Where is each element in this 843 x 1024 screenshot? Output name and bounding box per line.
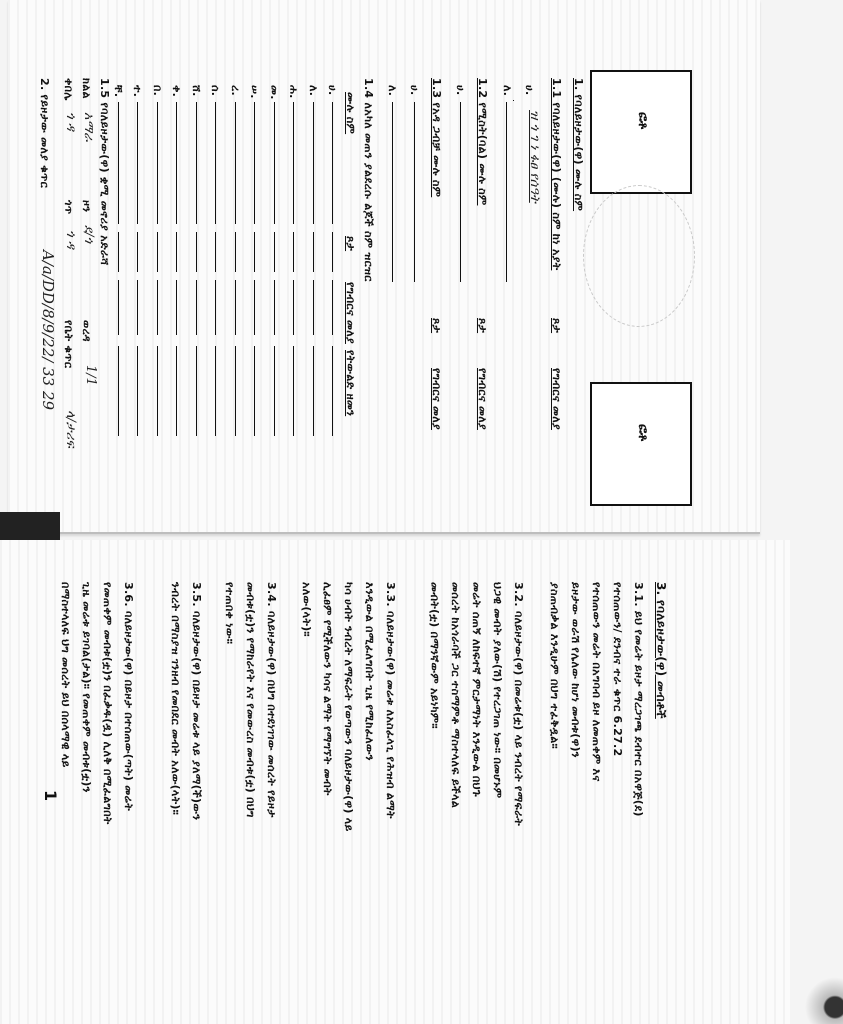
paragraph-line: የተሰጠውን/ ደንብና ተራ ቁጥር 6.27.2 bbox=[611, 582, 624, 757]
paragraph-line: እንዲውል በሚፈለግበት ጊዜ የሚከፈለውን bbox=[363, 582, 376, 761]
s1-5-zone-label: ዞን bbox=[80, 200, 93, 213]
s1-5-got-value: ጎ ዳ bbox=[63, 230, 78, 249]
s1-3-col-sex: ጾታ bbox=[430, 318, 443, 334]
s1-5-region-label: ክልል bbox=[80, 78, 93, 99]
child-row-line bbox=[196, 280, 197, 335]
child-row-line bbox=[274, 280, 275, 335]
child-row-line bbox=[254, 102, 255, 224]
s1-5-kebele-value: ጎ ዳ bbox=[63, 112, 78, 131]
s1-4-label: 1.4 ለአካለ መጠን ያልደረሱ ልጆች ስም ዝርዝር bbox=[362, 78, 375, 282]
child-row-line bbox=[313, 346, 314, 436]
s1-1-line-b bbox=[506, 102, 507, 282]
s1-4-col-sex: ጾታ bbox=[344, 236, 357, 252]
child-row-line bbox=[137, 280, 138, 335]
child-row-line bbox=[157, 232, 158, 272]
child-row-line bbox=[196, 232, 197, 272]
s1-3-letter-b: ለ. bbox=[386, 85, 399, 97]
paragraph-line: የመጠቀም መብቱ(ቷ)ን በፈቃዱ(ዷ) ሊለቅ በሚፈልግበት bbox=[101, 582, 114, 825]
s1-3-letter-a: ሀ. bbox=[408, 85, 421, 96]
scan-edge-shadow bbox=[0, 512, 60, 542]
s1-5-label: 1.5 የባለይዞታው(ዋ) ቋሚ መኖሪያ አድራሻ bbox=[98, 78, 111, 266]
paragraph-line: አለው(ላት)። bbox=[300, 582, 313, 637]
child-row-letter: ቸ. bbox=[111, 85, 125, 98]
child-row-line bbox=[293, 346, 294, 436]
child-row-line bbox=[313, 232, 314, 272]
official-seal bbox=[583, 185, 695, 327]
child-row-line bbox=[313, 280, 314, 335]
s1-5-zone-value: ደ/ጎ bbox=[81, 225, 96, 243]
child-row-line bbox=[274, 232, 275, 272]
child-row-letter: ለ. bbox=[306, 85, 320, 97]
s1-4-col-id: የግብርና መለያ bbox=[344, 282, 357, 344]
form-page-top bbox=[8, 0, 760, 534]
paragraph-line: 3.2. ባለይዞታው(ዋ) በመሬቱ(ቷ) ላይ ንብረት የማፍራት bbox=[512, 582, 525, 827]
s1-4-col-date: የትውልድ ዘመን bbox=[344, 350, 357, 417]
s1-1-col-doc: የግብርና መለያ bbox=[550, 368, 563, 430]
paragraph-line: መሰረት ከአጎራባች ጋር ተስማምቶ ማስተላለፍ ይችላል bbox=[449, 582, 462, 809]
child-row-line bbox=[235, 346, 236, 436]
child-row-line bbox=[215, 346, 216, 436]
s1-1-line-a2 bbox=[513, 100, 514, 101]
s1-5-region-value: አማራ bbox=[81, 112, 96, 142]
paragraph-line: መብቱ(ቷ)ን የማከራየት እና የመውረስ መብቱ(ቷ) በህግ bbox=[244, 582, 257, 818]
paragraph-line: ህጋዊ መብት ያለው(ሽ) የተረጋገጠ ነው። በመሆኑም bbox=[491, 582, 504, 799]
child-row-line bbox=[118, 232, 119, 272]
s1-3-col-doc: የግብርና መለያ bbox=[430, 368, 443, 430]
child-row-line bbox=[176, 102, 177, 224]
s1-5-woreda-label: ወረዳ bbox=[80, 320, 93, 342]
child-row-line bbox=[118, 280, 119, 335]
child-row-line bbox=[254, 232, 255, 272]
child-row-letter: ሐ. bbox=[287, 85, 300, 99]
child-row-letter: ረ. bbox=[228, 85, 242, 96]
photo-box-left bbox=[590, 70, 692, 194]
s2-label: 2. የይዞታው መለያ ቁጥር bbox=[38, 78, 51, 189]
paragraph-line: 3.6. ባለይዞታው(ዋ) በይዞታ በተሰጠው(ጣት) መሬት bbox=[122, 582, 135, 811]
child-row-line bbox=[274, 102, 275, 224]
form-page-bottom bbox=[0, 540, 790, 1024]
child-row-line bbox=[176, 280, 177, 335]
s1-5-woreda-value: 1/1 bbox=[83, 365, 98, 386]
child-row-line bbox=[235, 232, 236, 272]
photo-box-right bbox=[590, 382, 692, 506]
child-row-line bbox=[235, 280, 236, 335]
child-row-line bbox=[332, 232, 333, 272]
paragraph-line: ሊፈፀም የሚችለውን ካሳና ልማት የማግኘት መብት bbox=[321, 582, 334, 796]
paragraph-line: ንብረት በማስያዝ ገንዘብ የመበደር መብት አለው(ላት)። bbox=[169, 582, 182, 816]
child-row-line bbox=[274, 346, 275, 436]
section3-title: 3. የባለይዞታው(ዋ) መብቶች bbox=[654, 582, 668, 719]
child-row-line bbox=[157, 346, 158, 436]
child-row-line bbox=[157, 102, 158, 224]
child-row-line bbox=[137, 102, 138, 224]
child-row-letter: ቀ. bbox=[170, 85, 183, 98]
s1-2-line-a bbox=[460, 102, 461, 282]
section1-title: 1. የባለይዞታው(ዋ) ሙሉ ስም bbox=[572, 78, 585, 212]
paragraph-line: በማስተላለፍ ህግ መሰረት ይህ በሰላማዊ ላይ bbox=[59, 582, 72, 768]
child-row-line bbox=[254, 280, 255, 335]
child-row-line bbox=[137, 346, 138, 436]
s2-value: A/a/DD/8/9/22/ 33 29 bbox=[39, 250, 57, 411]
paragraph-line: ይዞታው ወራሽ የሌለው ከሆነ መብቱ(ዋ)ን bbox=[569, 582, 582, 758]
s1-2-letter-a: ሀ. bbox=[454, 85, 467, 96]
paragraph-line: 3.5. ባለይዞታው(ዋ) በይዞታ መሬቱ ላይ ያለማ(ች)ውን bbox=[190, 582, 203, 821]
paragraph-line: የተጠበቀ ነው። bbox=[223, 582, 236, 645]
child-row-letter: መ. bbox=[267, 85, 281, 100]
paragraph-line: መሬት ሰጠኝ ለከፍተኛ ምርታማነት እንዲውል በህጉ bbox=[470, 582, 483, 797]
s1-1-letter-a: ሀ. bbox=[523, 85, 536, 96]
child-row-line bbox=[235, 102, 236, 224]
s1-3-label: 1.3 የአዳ ጋብቻ ሙሉ ስም bbox=[430, 78, 443, 198]
paragraph-line: 3.4. ባለይዞታው(ዋ) በህግ በተደነገገው መሰረት የይዞታ bbox=[265, 582, 278, 818]
paragraph-line: የተሰጠውን መሬት በአግባብ ይዞ ለመጠቀም እና bbox=[590, 582, 603, 782]
child-row-line bbox=[118, 102, 119, 224]
paragraph-line: 3.3. ባለይዞታው(ዋ) መሬቱ ለአስፈላጊ የሕዝብ ልማት bbox=[384, 582, 397, 819]
s1-5-kebele-label: ቀበሌ bbox=[62, 78, 75, 101]
child-row-letter: ሀ. bbox=[326, 85, 339, 96]
child-row-line bbox=[215, 102, 216, 224]
s1-1-label: 1.1 የባለይዞታው(ዋ) (ሙሉ) ስም ከነ አያት bbox=[550, 78, 563, 271]
child-row-letter: ሰ. bbox=[209, 85, 222, 97]
child-row-line bbox=[157, 280, 158, 335]
paragraph-line: መብት(ቷ) በማንኛውም አይነካም። bbox=[428, 582, 441, 729]
paragraph-line: 3.1. ይህ የመሬት ይዞታ ማረጋገጫ ደብተር በአዋጅ(ደ) bbox=[632, 582, 645, 817]
child-row-line bbox=[332, 280, 333, 335]
paragraph-line: ያስጠብቃል እንዲሁም በህግ ተፈቅዷል። bbox=[548, 582, 561, 749]
paragraph-line: ጊዜ መሬቱ ይገባል(ታል)። የመጠቀም መብቱ(ቷ)ን bbox=[80, 582, 93, 793]
child-row-line bbox=[332, 346, 333, 436]
child-row-line bbox=[176, 346, 177, 436]
photo-label-left: ፎቶ bbox=[635, 112, 650, 130]
child-row-line bbox=[137, 232, 138, 272]
paragraph-line: ካሳ ሀብት ንብረት ለማፍራት የወጣውን ባለይዞታው(ዋ) ላይ bbox=[342, 582, 355, 832]
child-row-line bbox=[293, 280, 294, 335]
child-row-line bbox=[196, 102, 197, 224]
photo-label-right: ፎቶ bbox=[635, 424, 650, 442]
child-row-line bbox=[293, 102, 294, 224]
s1-2-label: 1.2 የሚስት(ባል) ሙሉ ስም bbox=[476, 78, 489, 206]
page-number: 1 bbox=[41, 790, 60, 802]
child-row-letter: በ. bbox=[150, 85, 164, 97]
child-row-line bbox=[293, 232, 294, 272]
s1-4-col-name: ሙሉ ስም bbox=[344, 92, 357, 135]
s1-2-col-doc: የግብርና መለያ bbox=[476, 368, 489, 430]
s1-3-line-b bbox=[392, 102, 393, 282]
child-row-line bbox=[215, 232, 216, 272]
s1-5-house-label: የቤት ቁጥር bbox=[62, 320, 75, 369]
child-row-letter: ሸ. bbox=[189, 85, 203, 97]
s1-1-handwritten-name: ዝ ጎ ገ ነ ፋፀ የሰዓት bbox=[527, 110, 542, 203]
s1-3-line-a bbox=[414, 102, 415, 282]
s1-5-got-label: ጎጥ bbox=[62, 200, 75, 215]
child-row-line bbox=[215, 280, 216, 335]
child-row-line bbox=[332, 102, 333, 224]
child-row-letter: ተ. bbox=[131, 85, 144, 98]
s1-1-letter-b: ለ. bbox=[501, 85, 514, 97]
child-row-line bbox=[118, 346, 119, 436]
child-row-line bbox=[313, 102, 314, 224]
scan-corner-shadow bbox=[803, 940, 843, 1024]
s1-1-col-sex: ጾታ bbox=[550, 318, 563, 334]
s1-2-col-sex: ጾታ bbox=[476, 318, 489, 334]
child-row-line bbox=[254, 346, 255, 436]
child-row-line bbox=[196, 346, 197, 436]
child-row-line bbox=[176, 232, 177, 272]
child-row-letter: ሠ. bbox=[248, 85, 261, 99]
s1-5-house-value: ላ/ታሪፍ bbox=[63, 410, 78, 448]
